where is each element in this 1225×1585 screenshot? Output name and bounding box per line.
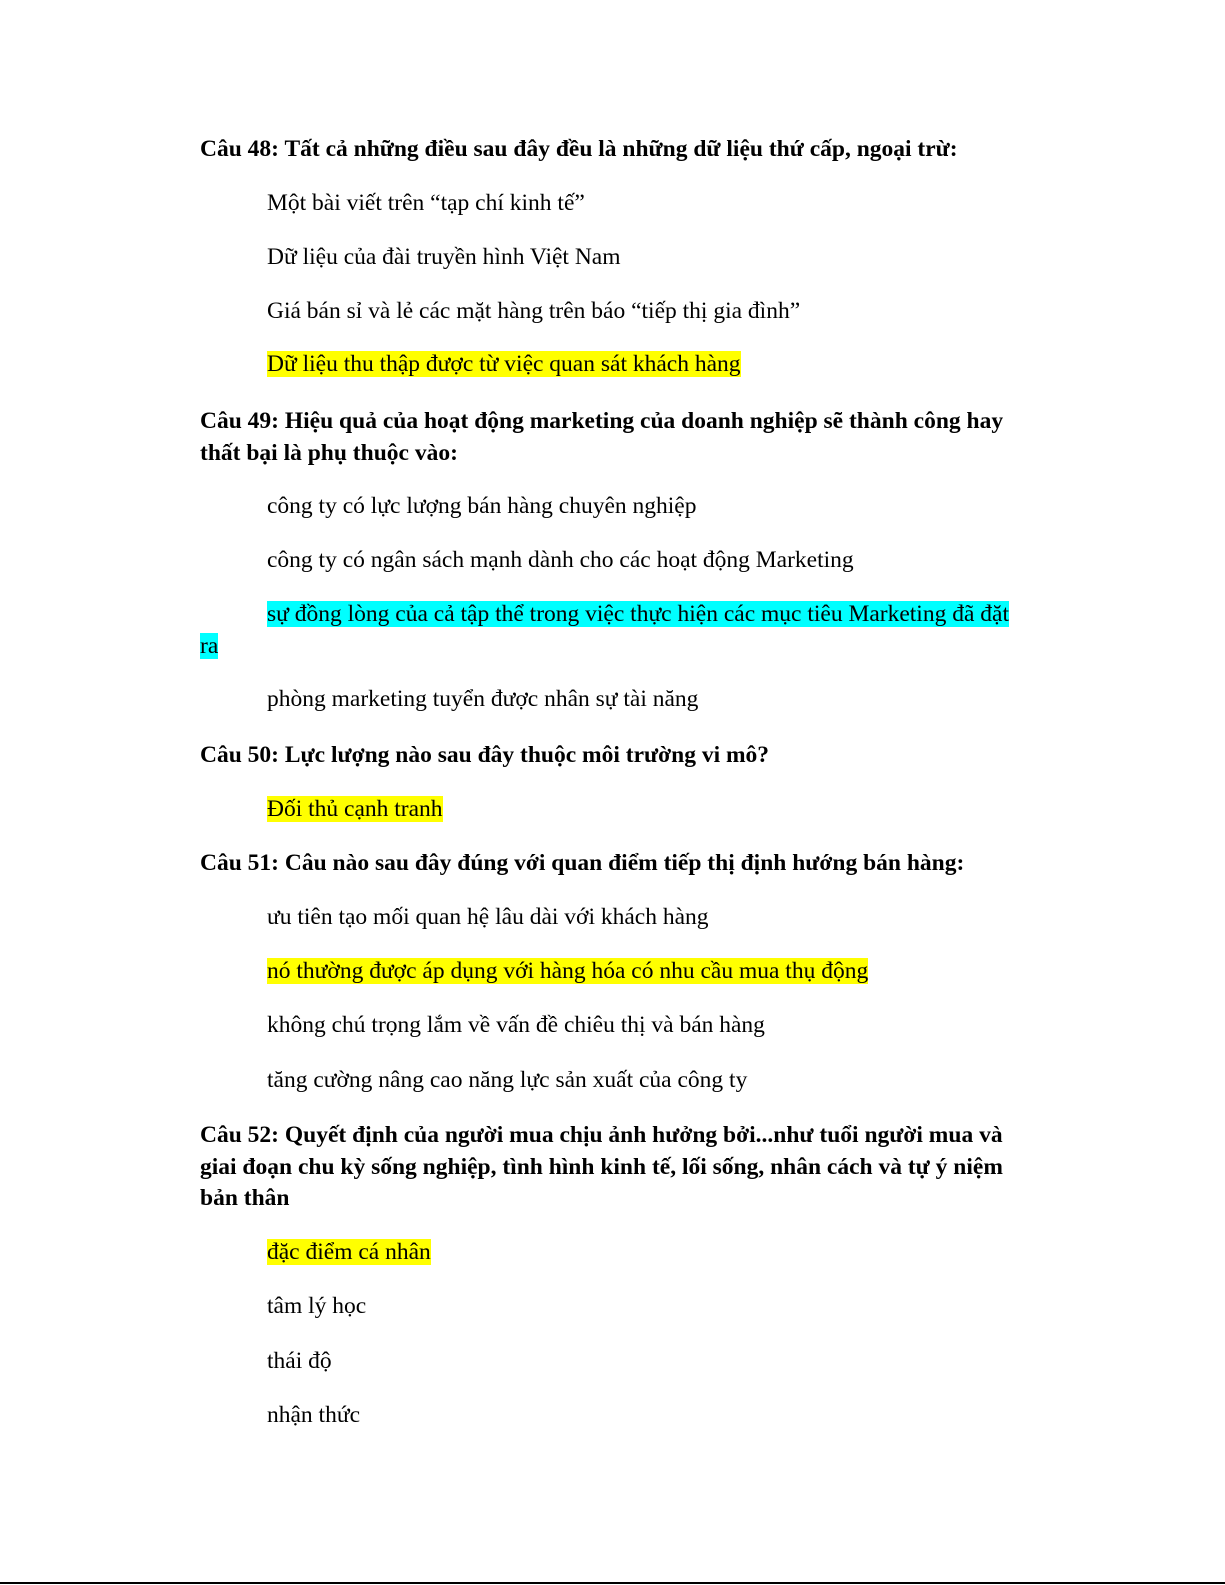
question-49-title-line-2: thất bại là phụ thuộc vào: — [200, 440, 458, 466]
question-48-option-4-answer — [267, 348, 741, 380]
question-51-option-4: tăng cường nâng cao năng lực sản xuất của công ty — [267, 1067, 748, 1093]
answer-highlight: Dữ liệu thu thập được từ việc quan sát khách hàng — [267, 351, 741, 377]
question-50-title: Câu 50: Lực lượng nào sau đây thuộc môi trường vi mô? — [200, 742, 770, 768]
question-49-option-3-answer — [267, 598, 1009, 630]
question-49-option-3-answer-continued — [200, 630, 218, 662]
answer-highlight: sự đồng lòng của cả tập thể trong việc thực hiện các mục tiêu Marketing đã đặt — [267, 601, 1009, 627]
answer-highlight: Đối thủ cạnh tranh — [267, 796, 443, 822]
page-bottom-border — [0, 1582, 1225, 1584]
answer-highlight: đặc điểm cá nhân — [267, 1239, 431, 1265]
question-50-option-1-answer — [267, 793, 443, 825]
question-52-title-line-3: bản thân — [200, 1185, 290, 1211]
question-48-option-1: Một bài viết trên “tạp chí kinh tế” — [267, 190, 585, 216]
question-52-title-line-2: giai đoạn chu kỳ sống nghiệp, tình hình kinh tế, lối sống, nhân cách và tự ý niệm — [200, 1154, 1003, 1180]
question-51-option-2-answer — [267, 955, 868, 987]
question-51-option-1: ưu tiên tạo mối quan hệ lâu dài với khách hàng — [267, 904, 709, 930]
question-51-title: Câu 51: Câu nào sau đây đúng với quan điểm tiếp thị định hướng bán hàng: — [200, 850, 965, 876]
question-49-title-line-1: Câu 49: Hiệu quả của hoạt động marketing của doanh nghiệp sẽ thành công hay — [200, 408, 1004, 434]
question-51-option-3: không chú trọng lắm về vấn đề chiêu thị và bán hàng — [267, 1012, 765, 1038]
question-52-option-1-answer — [267, 1236, 431, 1268]
answer-highlight: nó thường được áp dụng với hàng hóa có nhu cầu mua thụ động — [267, 958, 869, 984]
question-52-title-line-1: Câu 52: Quyết định của người mua chịu ảnh hưởng bởi...như tuổi người mua và — [200, 1122, 1003, 1148]
question-48-title: Câu 48: Tất cả những điều sau đây đều là những dữ liệu thứ cấp, ngoại trừ: — [200, 136, 958, 162]
question-48-option-3: Giá bán sỉ và lẻ các mặt hàng trên báo “tiếp thị gia đình” — [267, 298, 801, 324]
question-52-option-2: tâm lý học — [267, 1293, 367, 1319]
question-49-option-4: phòng marketing tuyển được nhân sự tài năng — [267, 686, 699, 712]
question-49-option-2: công ty có ngân sách mạnh dành cho các hoạt động Marketing — [267, 547, 854, 573]
answer-highlight: ra — [200, 633, 219, 659]
question-52-option-4: nhận thức — [267, 1402, 361, 1428]
question-48-option-2: Dữ liệu của đài truyền hình Việt Nam — [267, 244, 621, 270]
question-52-option-3: thái độ — [267, 1348, 332, 1374]
question-49-option-1: công ty có lực lượng bán hàng chuyên nghiệp — [267, 493, 697, 519]
